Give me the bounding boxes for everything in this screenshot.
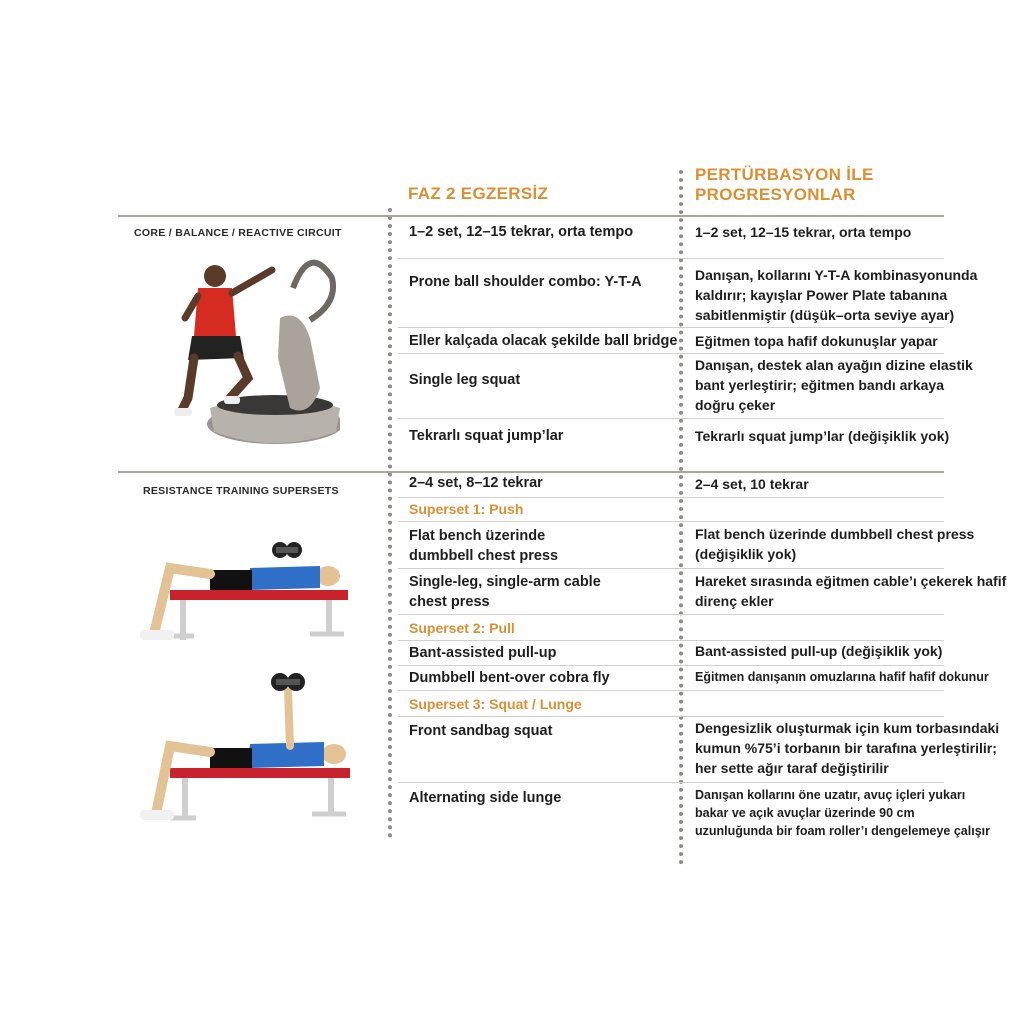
section-label-core: CORE / BALANCE / REACTIVE CIRCUIT xyxy=(134,227,342,239)
res-row-cobra-fly-progression: Eğitmen danışanın omuzlarına hafif hafif dokunur xyxy=(695,670,989,684)
res-row-side-lunge-progression: Danışan kollarını öne uzatır, avuç içleri yukarı bakar ve açık avuçlar üzerinde 90 cm uzunluğunda bir foam roller’ı dengelemeye çalışır xyxy=(695,788,990,838)
res-row-cable-press: Single-leg, single-arm cable chest press xyxy=(409,574,601,610)
row-divider xyxy=(398,716,944,717)
res-row-sets: 2–4 set, 8–12 tekrar xyxy=(409,475,543,491)
res-row-sets-progression: 2–4 set, 10 tekrar xyxy=(695,476,809,492)
bench-pad xyxy=(170,590,348,600)
core-row-2-progression: Danışan, kollarını Y-T-A kombinasyonunda kaldırır; kayışlar Power Plate tabanına sabitlenmiştir (düşük–orta seviye ayar) xyxy=(695,267,978,323)
row-divider xyxy=(398,665,944,666)
core-row-3-progression: Eğitmen topa hafif dokunuşlar yapar xyxy=(695,333,938,349)
res-row-side-lunge: Alternating side lunge xyxy=(409,790,562,806)
core-row-5-progression: Tekrarlı squat jump’lar (değişiklik yok) xyxy=(695,428,950,444)
core-row-1-exercise: 1–2 set, 12–15 tekrar, orta tempo xyxy=(409,224,634,240)
row-divider xyxy=(398,690,944,691)
trainer-head xyxy=(204,265,226,287)
section-label-resistance: RESISTANCE TRAINING SUPERSETS xyxy=(143,485,339,497)
core-row-3-exercise: Eller kalçada olacak şekilde ball bridge xyxy=(409,333,678,349)
res-row-pull-up-progression: Bant-assisted pull-up (değişiklik yok) xyxy=(695,643,943,659)
res-row-cobra-fly: Dumbbell bent-over cobra fly xyxy=(409,670,610,686)
row-divider xyxy=(398,568,944,569)
row-divider xyxy=(398,327,944,328)
superset-3-title: Superset 3: Squat / Lunge xyxy=(409,696,582,712)
core-row-5-exercise: Tekrarlı squat jump’lar xyxy=(409,428,564,444)
column-header-progressions-line1: PERTÜRBASYON İLE xyxy=(695,165,874,184)
res-row-chest-press-progression: Flat bench üzerinde dumbbell chest press (değişiklik yok) xyxy=(695,526,975,562)
core-row-1-progression: 1–2 set, 12–15 tekrar, orta tempo xyxy=(695,224,912,240)
row-divider xyxy=(398,353,944,354)
bench-pad-2 xyxy=(170,768,350,778)
bench-press-photo-2 xyxy=(130,668,360,838)
core-row-4-progression: Danışan, destek alan ayağın dizine elastik bant yerleştirir; eğitmen bandı arkaya doğru çeker xyxy=(695,357,973,413)
column-divider-left xyxy=(388,208,392,838)
row-divider xyxy=(398,418,944,419)
column-divider-right xyxy=(679,170,683,865)
column-header-phase2: FAZ 2 EGZERSİZ xyxy=(408,184,549,203)
res-row-cable-press-progression: Hareket sırasında eğitmen cable’ı çekerek hafif direnç ekler xyxy=(695,573,1007,609)
res-row-pull-up: Bant-assisted pull-up xyxy=(409,645,557,661)
superset-2-title: Superset 2: Pull xyxy=(409,620,515,636)
row-divider xyxy=(398,782,944,783)
res-row-chest-press: Flat bench üzerinde dumbbell chest press xyxy=(409,528,559,564)
athlete-shirt xyxy=(248,566,320,590)
row-divider xyxy=(398,258,944,259)
column-header-progressions-line2: PROGRESYONLAR xyxy=(695,185,856,204)
superset-1-title: Superset 1: Push xyxy=(409,501,524,517)
bench-press-photo-1 xyxy=(130,538,360,658)
core-row-2-exercise: Prone ball shoulder combo: Y-T-A xyxy=(409,274,642,290)
res-row-sandbag-squat: Front sandbag squat xyxy=(409,723,553,739)
row-divider xyxy=(398,497,944,498)
core-row-4-exercise: Single leg squat xyxy=(409,372,521,388)
res-row-sandbag-progression: Dengesizlik oluşturmak için kum torbasındaki kumun %75’i torbanın bir tarafına yerleştirilir; her sette ağır taraf değiştirilir xyxy=(695,720,1000,776)
row-divider xyxy=(398,614,944,615)
power-plate-trainer-photo xyxy=(160,248,340,458)
column-header-progressions xyxy=(695,165,874,205)
section-rule-core xyxy=(118,215,944,217)
row-divider xyxy=(398,521,944,522)
